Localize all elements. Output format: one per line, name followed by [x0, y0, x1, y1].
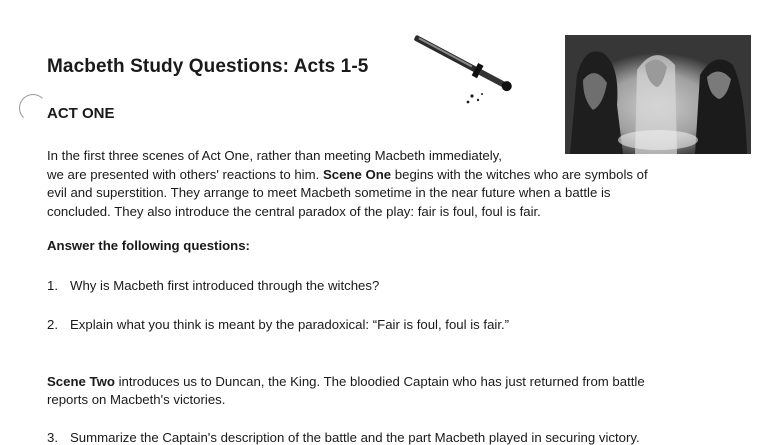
scene-two-line-2: reports on Macbeth's victories. — [47, 392, 226, 407]
question-text: Explain what you think is meant by the paradoxical: “Fair is foul, foul is fair.” — [70, 317, 510, 332]
scene-two-line-1 — [47, 374, 645, 389]
intro-line-1: In the first three scenes of Act One, rather than meeting Macbeth immediately, — [47, 148, 502, 163]
intro-line-3: evil and superstition. They arrange to meet Macbeth sometime in the near future when a battle is — [47, 185, 611, 200]
answer-heading: Answer the following questions: — [47, 238, 250, 253]
scene-one-label: Scene One — [322, 167, 392, 182]
scene-two-text: introduces us to Duncan, the King. The bloodied Captain who has just returned from battle — [114, 374, 645, 389]
question-3 — [47, 430, 640, 445]
question-text: Why is Macbeth first introduced through the witches? — [70, 278, 380, 293]
page-title: Macbeth Study Questions: Acts 1-5 — [47, 56, 369, 77]
binder-hole — [19, 94, 47, 122]
question-text: Summarize the Captain's description of the battle and the part Macbeth played in securing victory. — [70, 430, 640, 445]
intro-line-2 — [47, 167, 648, 182]
dagger-illustration — [400, 30, 540, 110]
question-1 — [47, 278, 379, 293]
intro-line-2-text: we are presented with others' reactions to him. — [47, 167, 323, 182]
witches-photo — [565, 35, 751, 154]
question-number: 3. — [47, 430, 58, 445]
question-2 — [47, 317, 509, 332]
scene-two-label: Scene Two — [47, 374, 115, 389]
intro-line-4: concluded. They also introduce the central paradox of the play: fair is foul, foul is fair. — [47, 204, 541, 219]
question-number: 1. — [47, 278, 58, 293]
question-number: 2. — [47, 317, 58, 332]
section-heading: ACT ONE — [47, 105, 115, 122]
intro-line-2-rest: begins with the witches who are symbols of — [391, 167, 648, 182]
